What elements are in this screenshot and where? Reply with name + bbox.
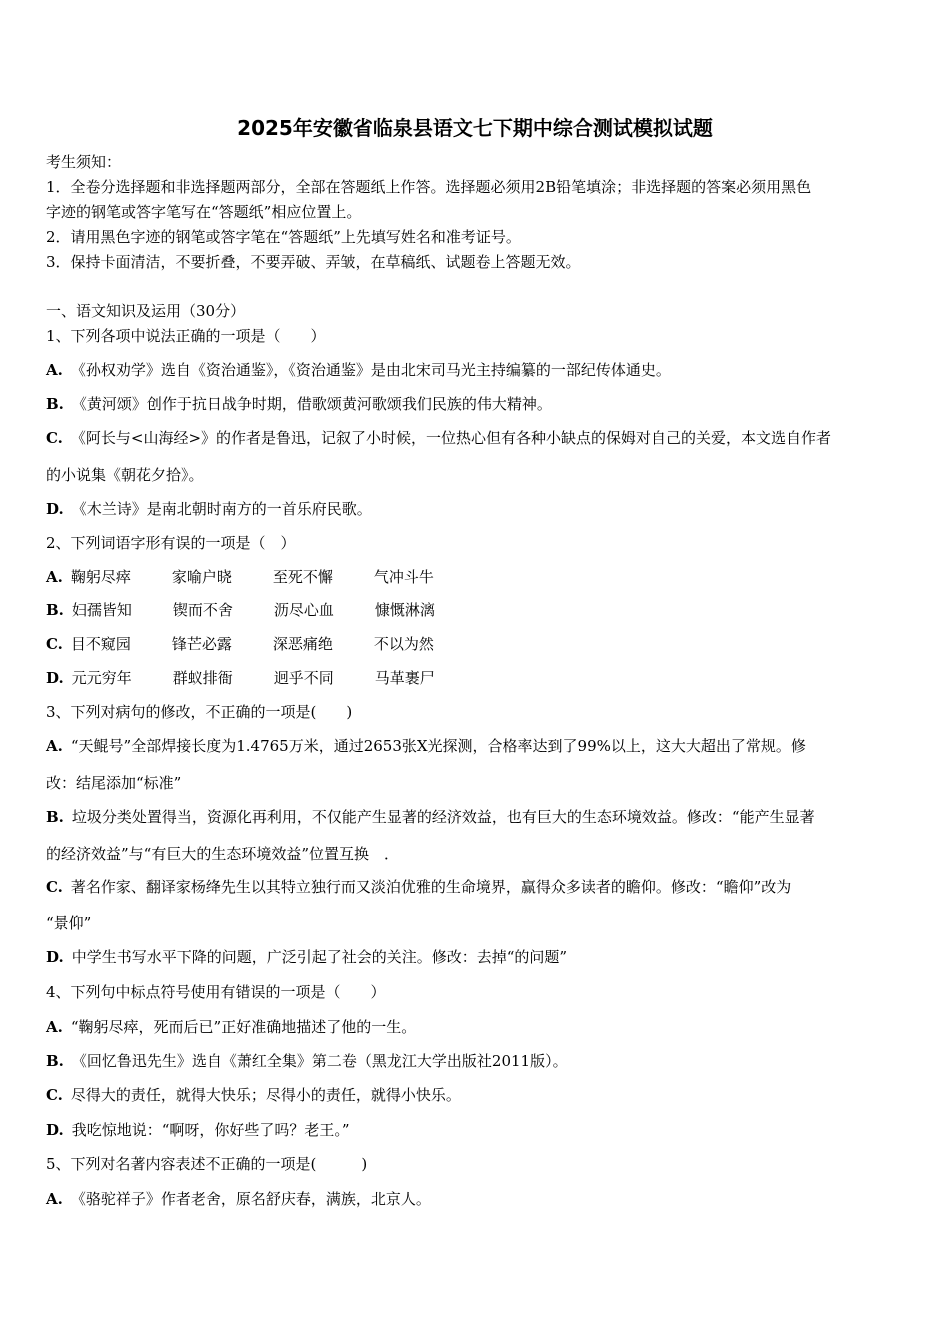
- option-label: B.: [46, 395, 64, 413]
- page-title: 2025年安徽省临泉县语文七下期中综合测试模拟试题: [237, 116, 713, 140]
- option-text: 《孙权劝学》选自《资治通鉴》，《资治通鉴》是由北宋司马光主持编纂的一部纪传体通史。: [70, 361, 671, 379]
- option-label: C.: [46, 429, 63, 447]
- option-c: [46, 877, 911, 897]
- option-d: [46, 499, 911, 519]
- option-label: D.: [46, 500, 64, 518]
- option-label: A.: [46, 1190, 63, 1208]
- option-label: D.: [46, 669, 64, 687]
- question-stem: 2、下列词语字形有误的一项是（ ）: [46, 534, 296, 552]
- option-label: B.: [46, 1052, 64, 1070]
- word: 锲而不舍: [172, 601, 233, 619]
- option-text: 垃圾分类处置得当，资源化再利用，不仅能产生显著的经济效益，也有巨大的生态环境效益。修改：“能产生显著: [71, 808, 815, 826]
- word: 锋芒必露: [171, 635, 232, 653]
- option-text: 中学生书写水平下降的问题，广泛引起了社会的关注。修改：去掉“的问题”: [71, 948, 568, 966]
- option-b: [46, 807, 911, 827]
- option-c-continued: 的小说集《朝花夕拾》。: [46, 466, 204, 484]
- option-d: [46, 1120, 911, 1140]
- word: 群蚁排衙: [172, 669, 233, 687]
- option-label: C.: [46, 878, 63, 896]
- option-b: [46, 600, 911, 620]
- option-c-continued: “景仰”: [46, 914, 92, 932]
- option-label: B.: [46, 808, 64, 826]
- option-a: [46, 360, 911, 380]
- notice-item: 字迹的钢笔或答字笔写在“答题纸”相应位置上。: [46, 203, 362, 221]
- option-text: 《木兰诗》是南北朝时南方的一首乐府民歌。: [71, 500, 372, 518]
- option-a: [46, 1017, 911, 1037]
- word: 家喻户晓: [171, 568, 232, 586]
- option-label: B.: [46, 601, 64, 619]
- notice-item: 1．全卷分选择题和非选择题两部分，全部在答题纸上作答。选择题必须用2B铅笔填涂；非选择题的答案必须用黑色: [46, 178, 812, 196]
- option-c: [46, 428, 911, 448]
- option-label: A.: [46, 737, 63, 755]
- option-text: 我吃惊地说：“啊呀，你好些了吗？老王。”: [71, 1121, 350, 1139]
- word: 深恶痛绝: [272, 635, 333, 653]
- word: 不以为然: [373, 635, 434, 653]
- notice-item: 3．保持卡面清洁，不要折叠，不要弄破、弄皱，在草稿纸、试题卷上答题无效。: [46, 253, 581, 271]
- word: 迥乎不同: [273, 669, 334, 687]
- option-text: “鞠躬尽瘁，死而后已”正好准确地描述了他的一生。: [70, 1018, 417, 1036]
- option-d: [46, 668, 911, 688]
- option-label: C.: [46, 1086, 63, 1104]
- option-label: A.: [46, 1018, 63, 1036]
- question-stem: 4、下列句中标点符号使用有错误的一项是（ ）: [46, 983, 386, 1001]
- section-heading: 一、语文知识及运用（30分）: [46, 302, 246, 320]
- notice-heading: 考生须知：: [46, 153, 122, 171]
- word: 慷慨淋漓: [374, 601, 435, 619]
- option-text: 《阿长与<山海经>》的作者是鲁迅，记叙了小时候，一位热心但有各种小缺点的保姆对自己的关爱，本文选自作者: [70, 429, 832, 447]
- word: 气冲斗牛: [373, 568, 434, 586]
- option-text: “天鲲号”全部焊接长度为1.4765万米，通过2653张X光探测，合格率达到了99%以上，这大大超出了常规。修: [70, 737, 806, 755]
- option-b: [46, 1051, 911, 1071]
- option-a: [46, 1189, 911, 1209]
- option-a: [46, 567, 911, 587]
- question-stem: 1、下列各项中说法正确的一项是（ ）: [46, 327, 326, 345]
- option-a-continued: 改：结尾添加“标准”: [46, 774, 182, 792]
- option-label: D.: [46, 948, 64, 966]
- option-label: C.: [46, 635, 63, 653]
- option-b-continued: 的经济效益”与“有巨大的生态环境效益”位置互换 ．: [46, 845, 400, 863]
- word: 鞠躬尽瘁: [70, 568, 131, 586]
- word: 元元穷年: [71, 669, 132, 687]
- option-label: A.: [46, 361, 63, 379]
- word: 妇孺皆知: [71, 601, 132, 619]
- word: 沥尽心血: [273, 601, 334, 619]
- question-stem: 3、下列对病句的修改，不正确的一项是( ): [46, 703, 353, 721]
- option-text: 尽得大的责任，就得大快乐；尽得小的责任，就得小快乐。: [70, 1086, 461, 1104]
- option-d: [46, 947, 911, 967]
- option-c: [46, 1085, 911, 1105]
- option-text: 《回忆鲁迅先生》选自《萧红全集》第二卷（黑龙江大学出版社2011版）。: [71, 1052, 568, 1070]
- option-b: [46, 394, 911, 414]
- word: 至死不懈: [272, 568, 333, 586]
- option-a: [46, 736, 911, 756]
- option-label: A.: [46, 568, 63, 586]
- notice-item: 2．请用黑色字迹的钢笔或答字笔在“答题纸”上先填写姓名和准考证号。: [46, 228, 521, 246]
- word: 马革裹尸: [374, 669, 435, 687]
- question-stem: 5、下列对名著内容表述不正确的一项是( ): [46, 1155, 368, 1173]
- option-text: 《黄河颂》创作于抗日战争时期，借歌颂黄河歌颂我们民族的伟大精神。: [71, 395, 552, 413]
- option-text: 《骆驼祥子》作者老舍，原名舒庆春，满族，北京人。: [70, 1190, 431, 1208]
- option-label: D.: [46, 1121, 64, 1139]
- word: 目不窥园: [70, 635, 131, 653]
- option-text: 著名作家、翻译家杨绛先生以其特立独行而又淡泊优雅的生命境界，赢得众多读者的瞻仰。修改：“瞻仰”改为: [70, 878, 792, 896]
- option-c: [46, 634, 911, 654]
